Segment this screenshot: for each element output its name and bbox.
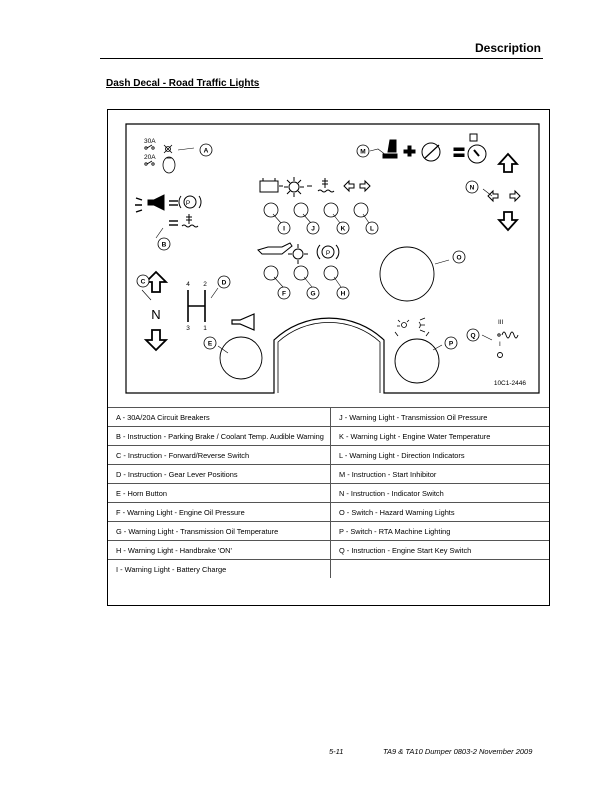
legend-cell: P - Switch - RTA Machine Lighting	[331, 522, 550, 541]
parking-p-symbol: P	[185, 200, 191, 207]
fuse-label-20a: 20A	[144, 154, 156, 161]
lighting-switch	[395, 339, 439, 383]
legend-row	[108, 541, 549, 560]
legend-cell: A - 30A/20A Circuit Breakers	[108, 408, 331, 427]
callout-p: P	[448, 340, 454, 348]
gear-number-3: 3	[186, 325, 190, 332]
legend-cell: E - Horn Button	[108, 484, 331, 503]
legend-cell: H - Warning Light - Handbrake 'ON'	[108, 541, 331, 560]
legend-cell	[331, 560, 550, 579]
gear-number-4: 4	[186, 281, 190, 288]
figure-title: Dash Decal - Road Traffic Lights	[106, 78, 260, 89]
legend-row	[108, 427, 549, 446]
dash-decal-diagram	[108, 110, 549, 407]
callout-q: Q	[470, 332, 476, 340]
leader-line-a	[178, 148, 194, 150]
gear-number-2: 2	[203, 281, 207, 288]
callout-h: H	[340, 290, 346, 298]
callout-g: G	[310, 290, 316, 298]
legend-row	[108, 484, 549, 503]
page-number: 5-11	[329, 747, 344, 756]
legend-cell: F - Warning Light - Engine Oil Pressure	[108, 503, 331, 522]
callout-i: I	[283, 225, 285, 233]
gear-number-1: 1	[203, 325, 207, 332]
handbrake-p-symbol: P	[325, 250, 331, 257]
legend-cell: J - Warning Light - Transmission Oil Pressure	[331, 408, 550, 427]
legend-body	[108, 408, 549, 579]
legend-cell: D - Instruction - Gear Lever Positions	[108, 465, 331, 484]
neutral-letter: N	[151, 307, 161, 322]
header-rule	[100, 58, 543, 59]
callout-n: N	[469, 184, 475, 192]
legend-row	[108, 465, 549, 484]
lighting-icons	[395, 318, 429, 336]
warning-lamps-row-2	[264, 266, 341, 287]
callout-b: B	[161, 241, 167, 249]
warning-lamps-row-1	[264, 203, 369, 223]
callout-k: K	[340, 225, 346, 233]
fuse-label-30a: 30A	[144, 138, 156, 145]
gear-pattern-icon	[188, 288, 218, 322]
callout-d: D	[221, 279, 227, 287]
legend-cell: G - Warning Light - Transmission Oil Temperature	[108, 522, 331, 541]
callout-letters	[141, 148, 476, 348]
legend-cell: L - Warning Light - Direction Indicators	[331, 446, 550, 465]
legend-row	[108, 408, 549, 427]
callout-j: J	[311, 225, 315, 233]
legend-table	[108, 407, 549, 578]
document-info: TA9 & TA10 Dumper 0803-2 November 2009	[383, 747, 533, 756]
figure-frame	[107, 109, 550, 606]
legend-cell: B - Instruction - Parking Brake / Coolant Temp. Audible Warning	[108, 427, 331, 446]
decal-outline	[126, 124, 539, 393]
callout-e: E	[207, 340, 213, 348]
callout-m: M	[360, 148, 366, 156]
parking-brake-horn-icons	[135, 195, 201, 238]
key-position-iii: III	[498, 319, 504, 326]
horn-icon	[232, 314, 254, 330]
legend-cell: I - Warning Light - Battery Charge	[108, 560, 331, 579]
callout-a: A	[203, 147, 209, 155]
callout-l: L	[370, 225, 374, 233]
callout-c: C	[140, 278, 146, 286]
start-inhibitor-icons	[370, 134, 486, 163]
key-position-i: I	[499, 341, 501, 348]
legend-cell: M - Instruction - Start Inhibitor	[331, 465, 550, 484]
callout-o: O	[456, 254, 462, 262]
legend-row	[108, 522, 549, 541]
part-code: 10C1-2446	[493, 380, 526, 387]
legend-row	[108, 560, 549, 579]
legend-cell: K - Warning Light - Engine Water Temperature	[331, 427, 550, 446]
legend-row	[108, 503, 549, 522]
decal-outline-inner	[278, 322, 380, 393]
legend-row	[108, 446, 549, 465]
legend-cell: Q - Instruction - Engine Start Key Switch	[331, 541, 550, 560]
callout-f: F	[282, 290, 286, 298]
section-header: Description	[474, 41, 541, 55]
indicator-switch-icons	[483, 154, 520, 230]
horn-button	[220, 337, 262, 379]
legend-cell: C - Instruction - Forward/Reverse Switch	[108, 446, 331, 465]
legend-cell: O - Switch - Hazard Warning Lights	[331, 503, 550, 522]
legend-cell: N - Instruction - Indicator Switch	[331, 484, 550, 503]
warning-icons-top-row	[260, 177, 370, 197]
hazard-switch	[380, 247, 434, 301]
